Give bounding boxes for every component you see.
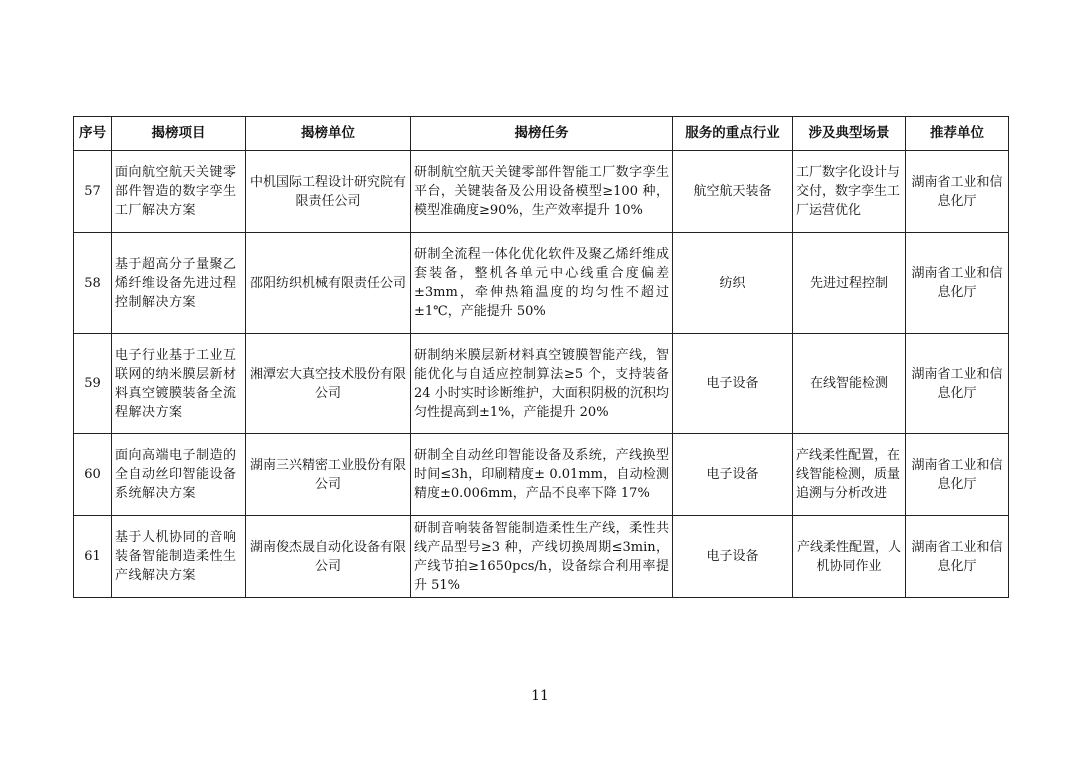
- header-recommender: 推荐单位: [906, 117, 1009, 151]
- table-header-row: [74, 117, 1009, 151]
- row-task: 研制音响装备智能制造柔性生产线，柔性共线产品型号≥3 种，产线切换周期≤3min，产线节拍≥1650pcs/h，设备综合利用率提升 51%: [411, 516, 673, 598]
- row-industry: 纺织: [673, 233, 793, 334]
- page-number: 11: [531, 688, 549, 704]
- row-project: 面向航空航天关键零部件智造的数字孪生工厂解决方案: [112, 151, 246, 233]
- row-project: 基于人机协同的音响装备智能制造柔性生产线解决方案: [112, 516, 246, 598]
- table-row: [74, 233, 1009, 334]
- row-unit: 中机国际工程设计研究院有限责任公司: [246, 151, 411, 233]
- row-task: 研制全流程一体化优化软件及聚乙烯纤维成套装备，整机各单元中心线重合度偏差±3mm，牵伸热箱温度的均匀性不超过±1℃，产能提升 50%: [411, 233, 673, 334]
- row-unit: 湖南三兴精密工业股份有限公司: [246, 434, 411, 516]
- row-recommender: 湖南省工业和信息化厅: [906, 516, 1009, 598]
- table-row: [74, 434, 1009, 516]
- row-recommender: 湖南省工业和信息化厅: [906, 233, 1009, 334]
- row-industry: 电子设备: [673, 334, 793, 434]
- row-scene: 工厂数字化设计与交付，数字孪生工厂运营优化: [793, 151, 906, 233]
- header-unit: 揭榜单位: [246, 117, 411, 151]
- row-industry: 航空航天装备: [673, 151, 793, 233]
- row-industry: 电子设备: [673, 516, 793, 598]
- header-industry: 服务的重点行业: [673, 117, 793, 151]
- header-scene: 涉及典型场景: [793, 117, 906, 151]
- row-serial: 57: [74, 151, 112, 233]
- row-serial: 60: [74, 434, 112, 516]
- row-scene: 先进过程控制: [793, 233, 906, 334]
- row-task: 研制纳米膜层新材料真空镀膜智能产线，智能优化与自适应控制算法≥5 个，支持装备 24 小时实时诊断维护，大面积阴极的沉积均匀性提高到±1%，产能提升 20%: [411, 334, 673, 434]
- table-row: [74, 334, 1009, 434]
- row-recommender: 湖南省工业和信息化厅: [906, 434, 1009, 516]
- row-unit: 湖南俊杰晟自动化设备有限公司: [246, 516, 411, 598]
- row-serial: 58: [74, 233, 112, 334]
- row-serial: 61: [74, 516, 112, 598]
- solutions-table: [73, 116, 1009, 598]
- row-unit: 邵阳纺织机械有限责任公司: [246, 233, 411, 334]
- row-recommender: 湖南省工业和信息化厅: [906, 334, 1009, 434]
- row-task: 研制航空航天关键零部件智能工厂数字孪生平台，关键装备及公用设备模型≥100 种，模型准确度≥90%，生产效率提升 10%: [411, 151, 673, 233]
- table-row: [74, 151, 1009, 233]
- row-recommender: 湖南省工业和信息化厅: [906, 151, 1009, 233]
- header-serial: 序号: [74, 117, 112, 151]
- row-serial: 59: [74, 334, 112, 434]
- row-task: 研制全自动丝印智能设备及系统，产线换型时间≤3h，印刷精度± 0.01mm，自动检测精度±0.006mm，产品不良率下降 17%: [411, 434, 673, 516]
- header-project: 揭榜项目: [112, 117, 246, 151]
- table-row: [74, 516, 1009, 598]
- row-project: 面向高端电子制造的全自动丝印智能设备系统解决方案: [112, 434, 246, 516]
- row-scene: 产线柔性配置，在线智能检测，质量追溯与分析改进: [793, 434, 906, 516]
- row-scene: 产线柔性配置，人机协同作业: [793, 516, 906, 598]
- header-task: 揭榜任务: [411, 117, 673, 151]
- row-project: 基于超高分子量聚乙烯纤维设备先进过程控制解决方案: [112, 233, 246, 334]
- row-industry: 电子设备: [673, 434, 793, 516]
- row-project: 电子行业基于工业互联网的纳米膜层新材料真空镀膜装备全流程解决方案: [112, 334, 246, 434]
- row-unit: 湘潭宏大真空技术股份有限公司: [246, 334, 411, 434]
- row-scene: 在线智能检测: [793, 334, 906, 434]
